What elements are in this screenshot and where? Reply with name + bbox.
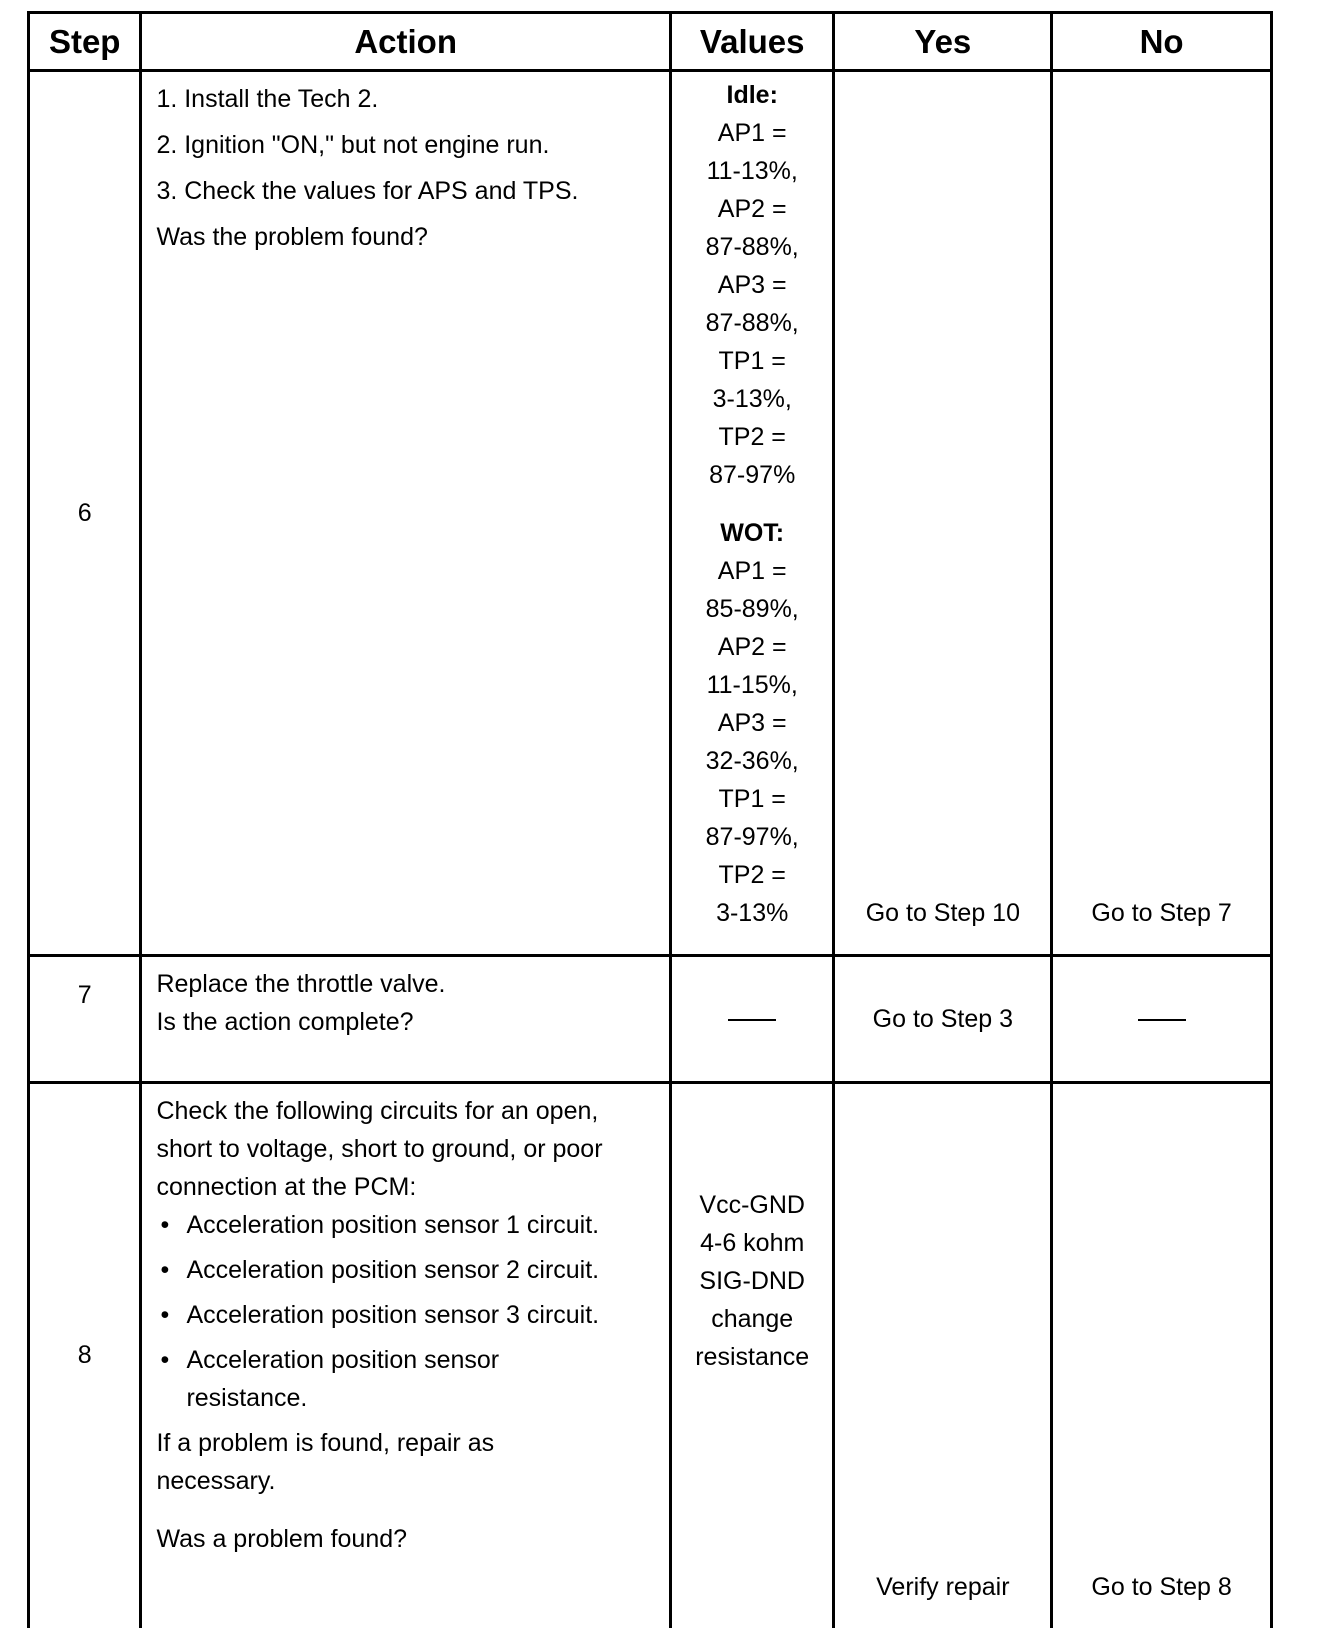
values-cell <box>670 1083 834 1628</box>
list-item <box>156 1206 659 1244</box>
action-intro: Check the following circuits for an open, short to voltage, short to ground, or poor connection at the PCM: <box>156 1097 603 1201</box>
list-item-text: Acceleration position sensor 3 circuit. <box>186 1301 600 1329</box>
value-line: AP3 = <box>717 271 787 299</box>
value-line: TP2 = <box>718 423 786 451</box>
step-number: 6 <box>29 71 141 956</box>
value-line: AP1 = <box>717 119 787 147</box>
idle-label: Idle: <box>726 81 778 109</box>
table-row-step-8 <box>29 1083 1272 1628</box>
diagnostic-table <box>27 11 1273 1628</box>
header-action: Action <box>141 13 671 71</box>
table-row-step-7 <box>29 956 1272 1083</box>
action-line: 1. Install the Tech 2. <box>156 85 379 113</box>
value-line: 3-13%, <box>712 385 792 413</box>
yes-cell: Verify repair <box>834 1083 1052 1628</box>
value-line: TP1 = <box>718 347 786 375</box>
value-line: 4-6 kohm <box>700 1228 805 1257</box>
table-header-row <box>29 13 1272 71</box>
values-cell <box>670 71 834 956</box>
value-line: 87-97%, <box>705 823 799 851</box>
yes-cell: Go to Step 3 <box>834 956 1052 1083</box>
action-cell <box>141 71 671 956</box>
value-line: AP3 = <box>717 709 787 737</box>
wot-label: WOT: <box>720 519 785 547</box>
no-cell <box>1052 956 1272 1083</box>
value-line: change <box>711 1304 794 1333</box>
value-line: Vcc-GND <box>699 1190 805 1219</box>
bullet: • <box>160 1256 170 1284</box>
wot-values <box>672 514 833 932</box>
step-number: 8 <box>29 1083 141 1628</box>
table-row-step-6 <box>29 71 1272 956</box>
value-line: 11-13%, <box>706 157 798 185</box>
empty-value-dash <box>728 1019 776 1021</box>
value-line: TP1 = <box>718 785 786 813</box>
action-line: Replace the throttle valve. <box>156 970 446 998</box>
value-line: 11-15%, <box>706 671 798 699</box>
step-number: 7 <box>29 956 141 1083</box>
value-line: 32-36%, <box>705 747 799 775</box>
bullet: • <box>160 1346 170 1374</box>
action-cell <box>141 1083 671 1628</box>
header-no: No <box>1052 13 1272 71</box>
value-line: 3-13% <box>716 899 789 927</box>
list-item <box>156 1341 659 1417</box>
empty-value-dash <box>1138 1019 1186 1021</box>
bullet: • <box>160 1211 170 1239</box>
value-line: TP2 = <box>718 861 786 889</box>
list-item <box>156 1251 659 1289</box>
header-yes: Yes <box>834 13 1052 71</box>
value-line: AP2 = <box>717 633 787 661</box>
action-question: Is the action complete? <box>156 1008 414 1036</box>
value-line: 87-88%, <box>705 233 799 261</box>
diagnostic-table-container <box>27 11 1273 1601</box>
value-line: resistance <box>695 1342 810 1371</box>
header-values: Values <box>670 13 834 71</box>
idle-values <box>672 76 833 494</box>
values-cell <box>670 956 834 1083</box>
no-cell: Go to Step 8 <box>1052 1083 1272 1628</box>
list-item-text: Acceleration position sensor 1 circuit. <box>186 1211 600 1239</box>
yes-cell: Go to Step 10 <box>834 71 1052 956</box>
value-line: AP1 = <box>717 557 787 585</box>
no-cell: Go to Step 7 <box>1052 71 1272 956</box>
action-question: Was the problem found? <box>156 223 428 251</box>
action-question: Was a problem found? <box>156 1525 408 1553</box>
value-line: 85-89%, <box>705 595 799 623</box>
action-line: 2. Ignition "ON," but not engine run. <box>156 131 550 159</box>
action-line: 3. Check the values for APS and TPS. <box>156 177 579 205</box>
value-line: 87-88%, <box>705 309 799 337</box>
action-cell <box>141 956 671 1083</box>
header-step: Step <box>29 13 141 71</box>
action-repair: If a problem is found, repair as necessary. <box>156 1429 495 1495</box>
value-line: 87-97% <box>709 461 796 489</box>
list-item-text: Acceleration position sensor resistance. <box>186 1346 500 1412</box>
list-item-text: Acceleration position sensor 2 circuit. <box>186 1256 600 1284</box>
bullet: • <box>160 1301 170 1329</box>
list-item <box>156 1296 659 1334</box>
value-line: SIG-DND <box>699 1266 805 1295</box>
value-line: AP2 = <box>717 195 787 223</box>
